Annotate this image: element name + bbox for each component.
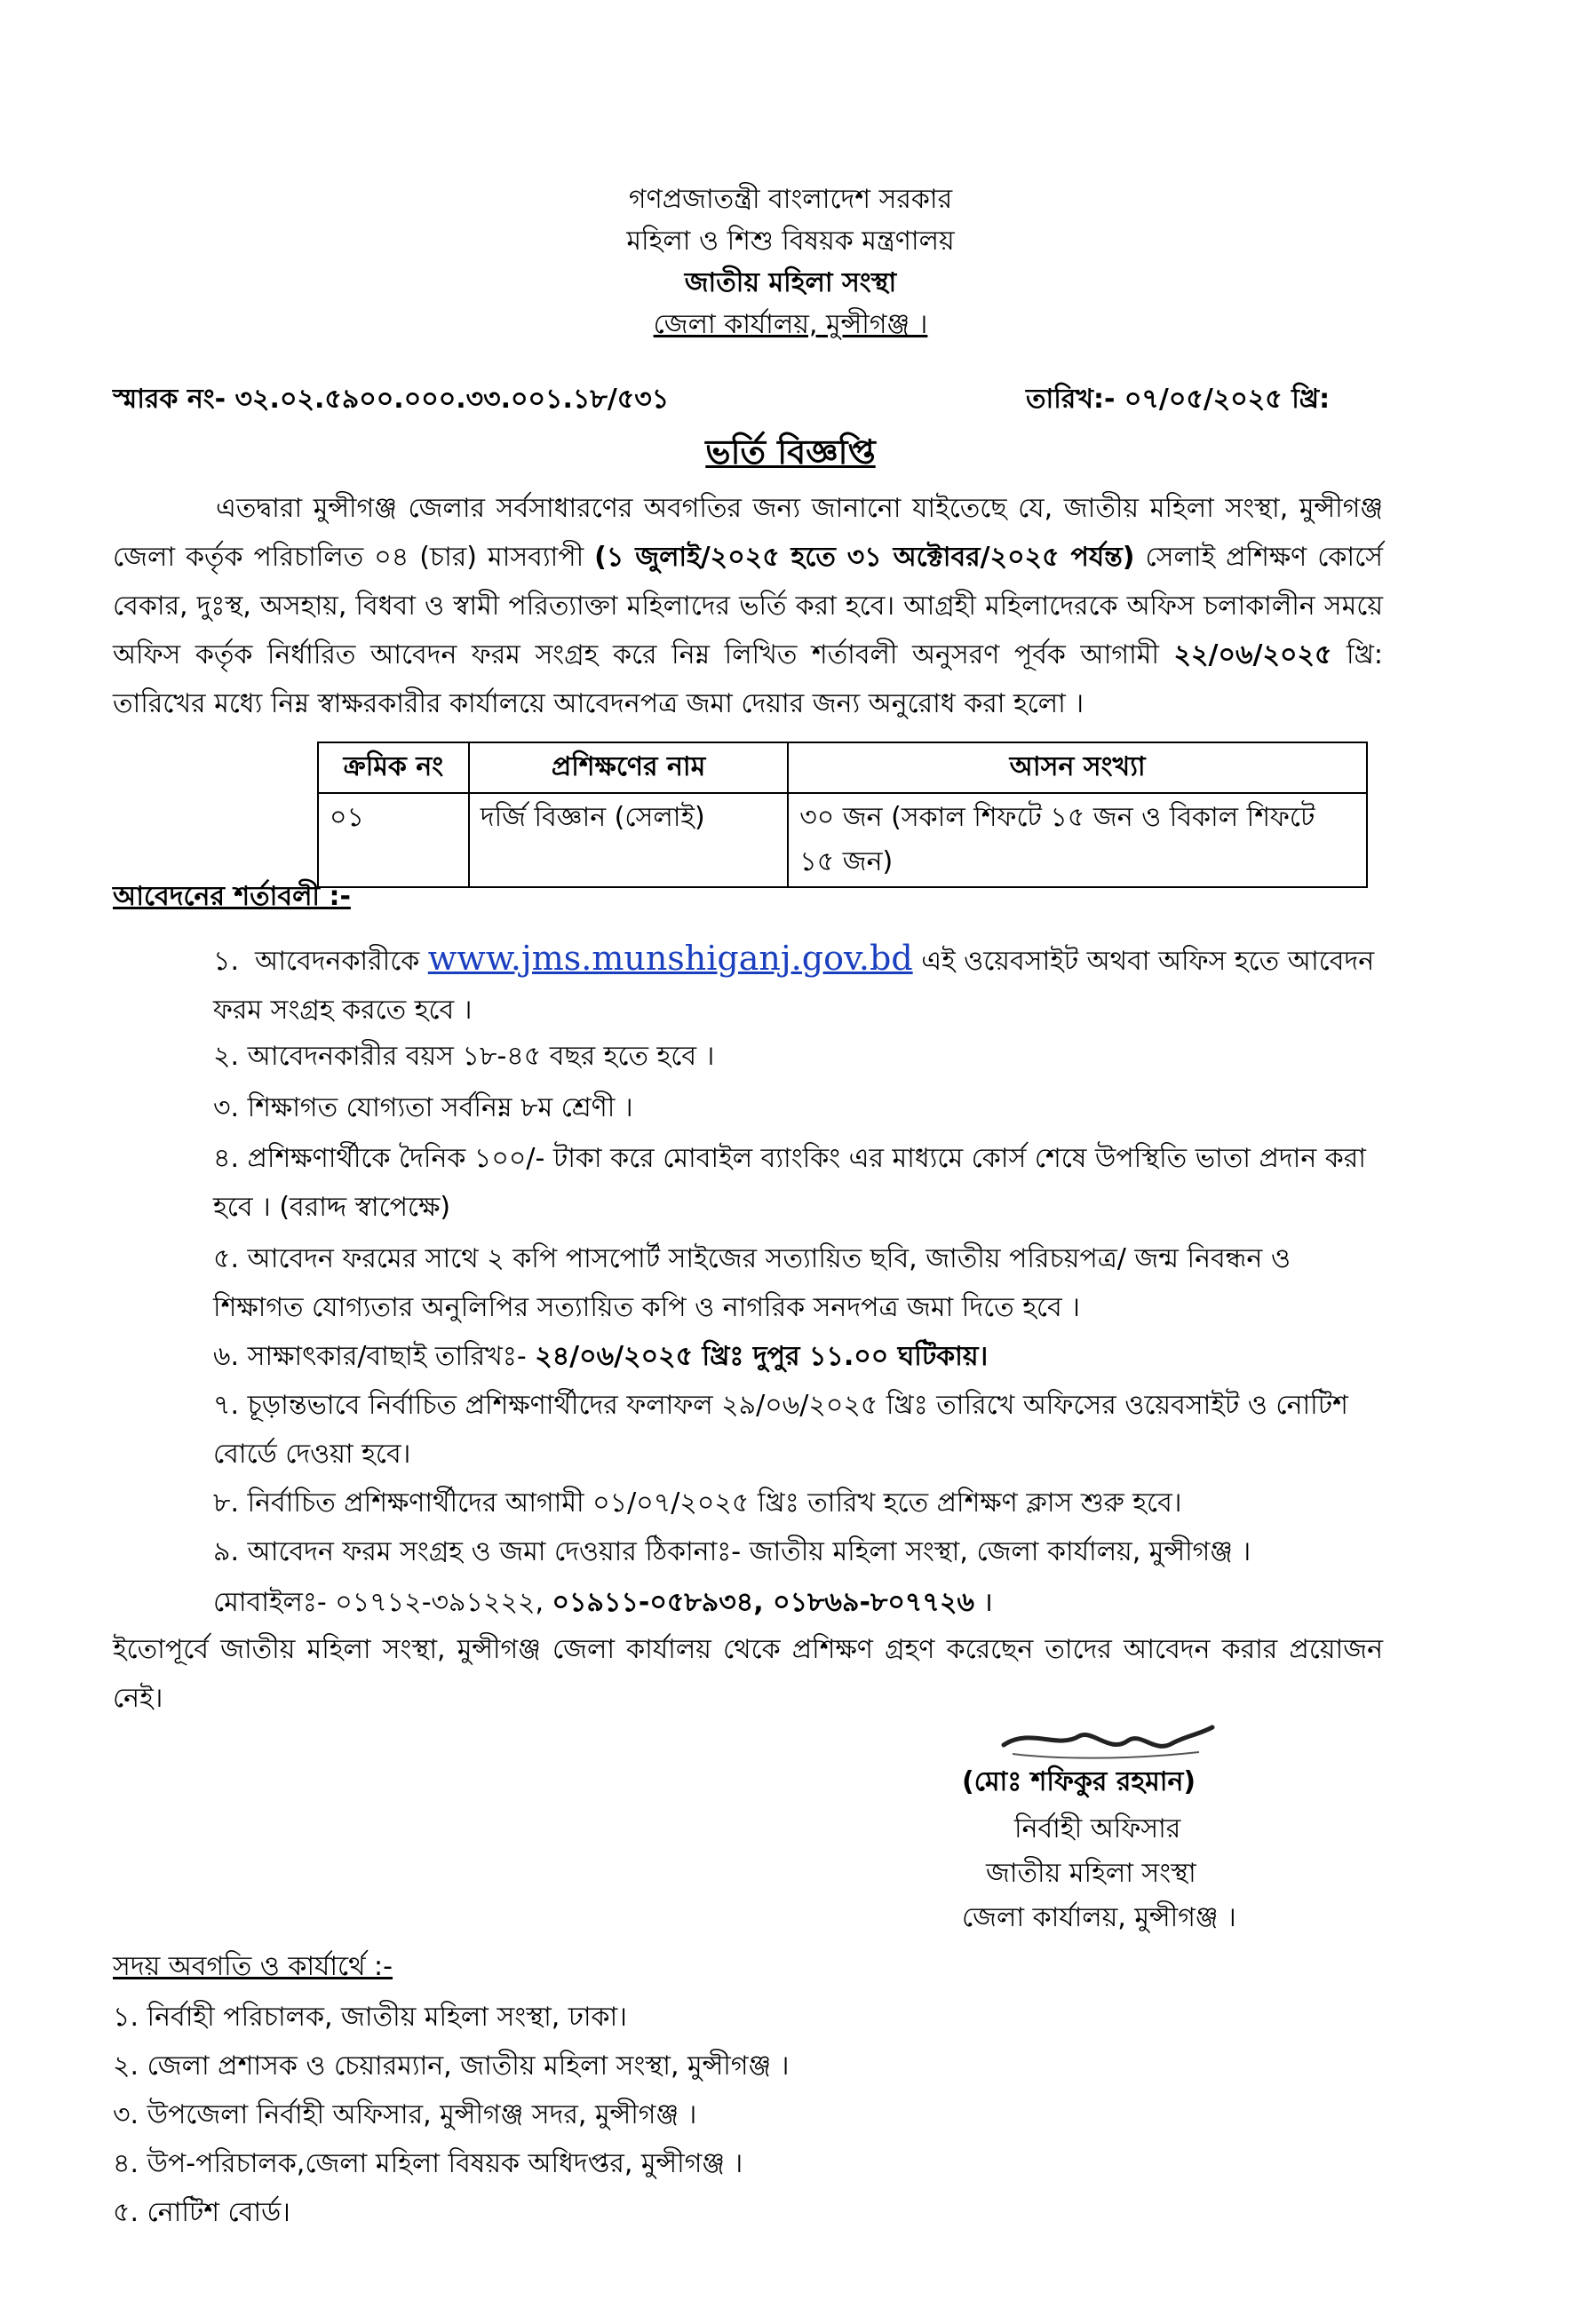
condition-5: ৫. আবেদন ফরমের সাথে ২ কপি পাসপোর্ট সাইজের সত্যায়িত ছবি, জাতীয় পরিচয়পত্র/ জন্ম নিবন্ধন ও শিক্ষাগত যোগ্যতার অনুলিপির সত্যায়িত কপি ও নাগরিক সনদপত্র জমা দিতে হবে ।	[213, 1243, 1291, 1323]
cell-serial: ০১	[318, 793, 469, 887]
intro-deadline: ২২/০৬/২০২৫	[1173, 639, 1332, 670]
condition-4: ৪. প্রশিক্ষণার্থীকে দৈনিক ১০০/- টাকা করে মোবাইল ব্যাংকিং এর মাধ্যমে কোর্স শেষে উপস্থিতি ভাতা প্রদান করা হবে । (বরাদ্দ স্বাপেক্ষে)	[213, 1143, 1366, 1223]
condition-6-pre: ৬. সাক্ষাৎকার/বাছাই তারিখঃ-	[213, 1341, 536, 1372]
cell-training-name: দর্জি বিজ্ঞান (সেলাই)	[469, 793, 788, 887]
memo-date: তারিখ:- ০৭/০৫/২০২৫ খ্রি:	[1026, 384, 1331, 415]
website-link[interactable]: www.jms.munshiganj.gov.bd	[427, 939, 913, 978]
signatory-organization: জাতীয় মহিলা সংস্থা	[986, 1858, 1196, 1889]
signatory-office: জেলা কার্যালয়, মুন্সীগঞ্জ ।	[962, 1902, 1236, 1933]
condition-9: ৯. আবেদন ফরম সংগ্রহ ও জমা দেওয়ার ঠিকানাঃ- জাতীয় মহিলা সংস্থা, জেলা কার্যালয়, মুন্সীগঞ্জ ।	[213, 1536, 1251, 1567]
table-row	[318, 793, 1367, 887]
memo-number: স্মারক নং- ৩২.০২.৫৯০০.০০০.৩৩.০০১.১৮/৫৩১	[113, 384, 670, 415]
condition-6	[213, 1332, 1386, 1381]
page-title: ভর্তি বিজ্ঞপ্তি	[705, 432, 876, 472]
condition-1-post: এই ওয়েবসাইট অথবা অফিস হতে আবেদন ফরম সংগ্রহ করতে হবে ।	[213, 946, 1375, 1026]
intro-part1: এতদ্বারা মুন্সীগঞ্জ জেলার সর্বসাধারণের অবগতির জন্য জানানো যাইতেছে যে, জাতীয় মহিলা সংস্থা, মুন্সীগঞ্জ জেলা কর্তৃক পরিচালিত ০৪ (চার) মাসব্যাপী	[113, 493, 1383, 573]
note-paragraph: ইতোপূর্বে জাতীয় মহিলা সংস্থা, মুন্সীগঞ্জ জেলা কার্যালয় থেকে প্রশিক্ষণ গ্রহণ করেছেন তাদের আবেদন করার প্রয়োজন নেই।	[113, 1634, 1383, 1714]
office-name-text: জেলা কার্যালয়, মুন্সীগঞ্জ ।	[653, 309, 928, 340]
government-name: গণপ্রজাতন্ত্রী বাংলাদেশ সরকার	[628, 184, 953, 215]
copy-item-2: ২. জেলা প্রশাসক ও চেয়ারম্যান, জাতীয় মহিলা সংস্থা, মুন্সীগঞ্জ ।	[113, 2050, 790, 2082]
header-serial: ক্রমিক নং	[318, 742, 469, 793]
copies-heading: সদয় অবগতি ও কার্যার্থে :-	[113, 1951, 393, 1982]
conditions-heading: আবেদনের শর্তাবলী :-	[113, 881, 351, 912]
mobile-pre: মোবাইলঃ- ০১৭১২-৩৯১২২২,	[213, 1587, 552, 1618]
condition-1	[213, 934, 1386, 1035]
intro-duration: (১ জুলাই/২০২৫ হতে ৩১ অক্টোবর/২০২৫ পর্যন্ত)	[594, 542, 1135, 573]
header-training-name: প্রশিক্ষণের নাম	[469, 742, 788, 793]
mobile-numbers	[213, 1578, 1386, 1627]
mobile-bold: ০১৯১১-০৫৮৯৩৪, ০১৮৬৯-৮০৭৭২৬	[552, 1587, 974, 1618]
training-table	[317, 742, 1368, 888]
ministry-name: মহিলা ও শিশু বিষয়ক মন্ত্রণালয়	[626, 226, 955, 257]
condition-1-number: ১.	[213, 946, 240, 977]
cell-seat-count: ৩০ জন (সকাল শিফটে ১৫ জন ও বিকাল শিফটে ১৫ জন)	[788, 793, 1367, 887]
condition-3: ৩. শিক্ষাগত যোগ্যতা সর্বনিম্ন ৮ম শ্রেণী ।	[213, 1092, 633, 1123]
table-header-row	[318, 742, 1367, 793]
copy-item-5: ৫. নোটিশ বোর্ড।	[113, 2197, 290, 2228]
condition-7: ৭. চূড়ান্তভাবে নির্বাচিত প্রশিক্ষণার্থীদের ফলাফল ২৯/০৬/২০২৫ খ্রিঃ তারিখে অফিসের ওয়েবসাইট ও নোটিশ বোর্ডে দেওয়া হবে।	[213, 1390, 1348, 1470]
condition-1-pre: আবেদনকারীকে	[255, 946, 428, 977]
signatory-name: (মোঃ শফিকুর রহমান)	[962, 1766, 1196, 1797]
condition-2: ২. আবেদনকারীর বয়স ১৮-৪৫ বছর হতে হবে ।	[213, 1041, 715, 1072]
intro-paragraph	[113, 484, 1383, 728]
signatory-designation: নির্বাহী অফিসার	[1014, 1813, 1181, 1844]
copy-item-3: ৩. উপজেলা নির্বাহী অফিসার, মুন্সীগঞ্জ সদর, মুন্সীগঞ্জ ।	[113, 2099, 697, 2130]
intro-part3: খ্রি: তারিখের মধ্যে নিম্ন স্বাক্ষরকারীর কার্যালয়ে আবেদনপত্র জমা দেয়ার জন্য অনুরোধ করা হলো ।	[113, 639, 1383, 719]
organization-name: জাতীয় মহিলা সংস্থা	[684, 267, 897, 298]
office-name	[0, 303, 1581, 347]
copy-item-4: ৪. উপ-পরিচালক,জেলা মহিলা বিষয়ক অধিদপ্তর, মুন্সীগঞ্জ ।	[113, 2148, 743, 2179]
mobile-post: ।	[973, 1587, 993, 1618]
intro-part2: সেলাই প্রশিক্ষণ কোর্সে বেকার, দুঃস্থ, অসহায়, বিধবা ও স্বামী পরিত্যাক্তা মহিলাদের ভর্তি করা হবে। আগ্রহী মহিলাদেরকে অফিস চলাকালীন সময়ে অফিস কর্তৃক নির্ধারিত আবেদন ফরম সংগ্রহ করে নিম্ন লিখিত শর্তাবলী অনুসরণ পূর্বক আগামী	[113, 542, 1383, 670]
header-seat-count: আসন সংখ্যা	[788, 742, 1367, 793]
copy-item-1: ১. নির্বাহী পরিচালক, জাতীয় মহিলা সংস্থা, ঢাকা।	[113, 2002, 627, 2033]
condition-8: ৮. নির্বাচিত প্রশিক্ষণার্থীদের আগামী ০১/০৭/২০২৫ খ্রিঃ তারিখ হতে প্রশিক্ষণ ক্লাস শুরু হবে।	[213, 1487, 1182, 1519]
interview-date: ২৪/০৬/২০২৫ খ্রিঃ দুপুর ১১.০০ ঘটিকায়।	[535, 1341, 989, 1372]
